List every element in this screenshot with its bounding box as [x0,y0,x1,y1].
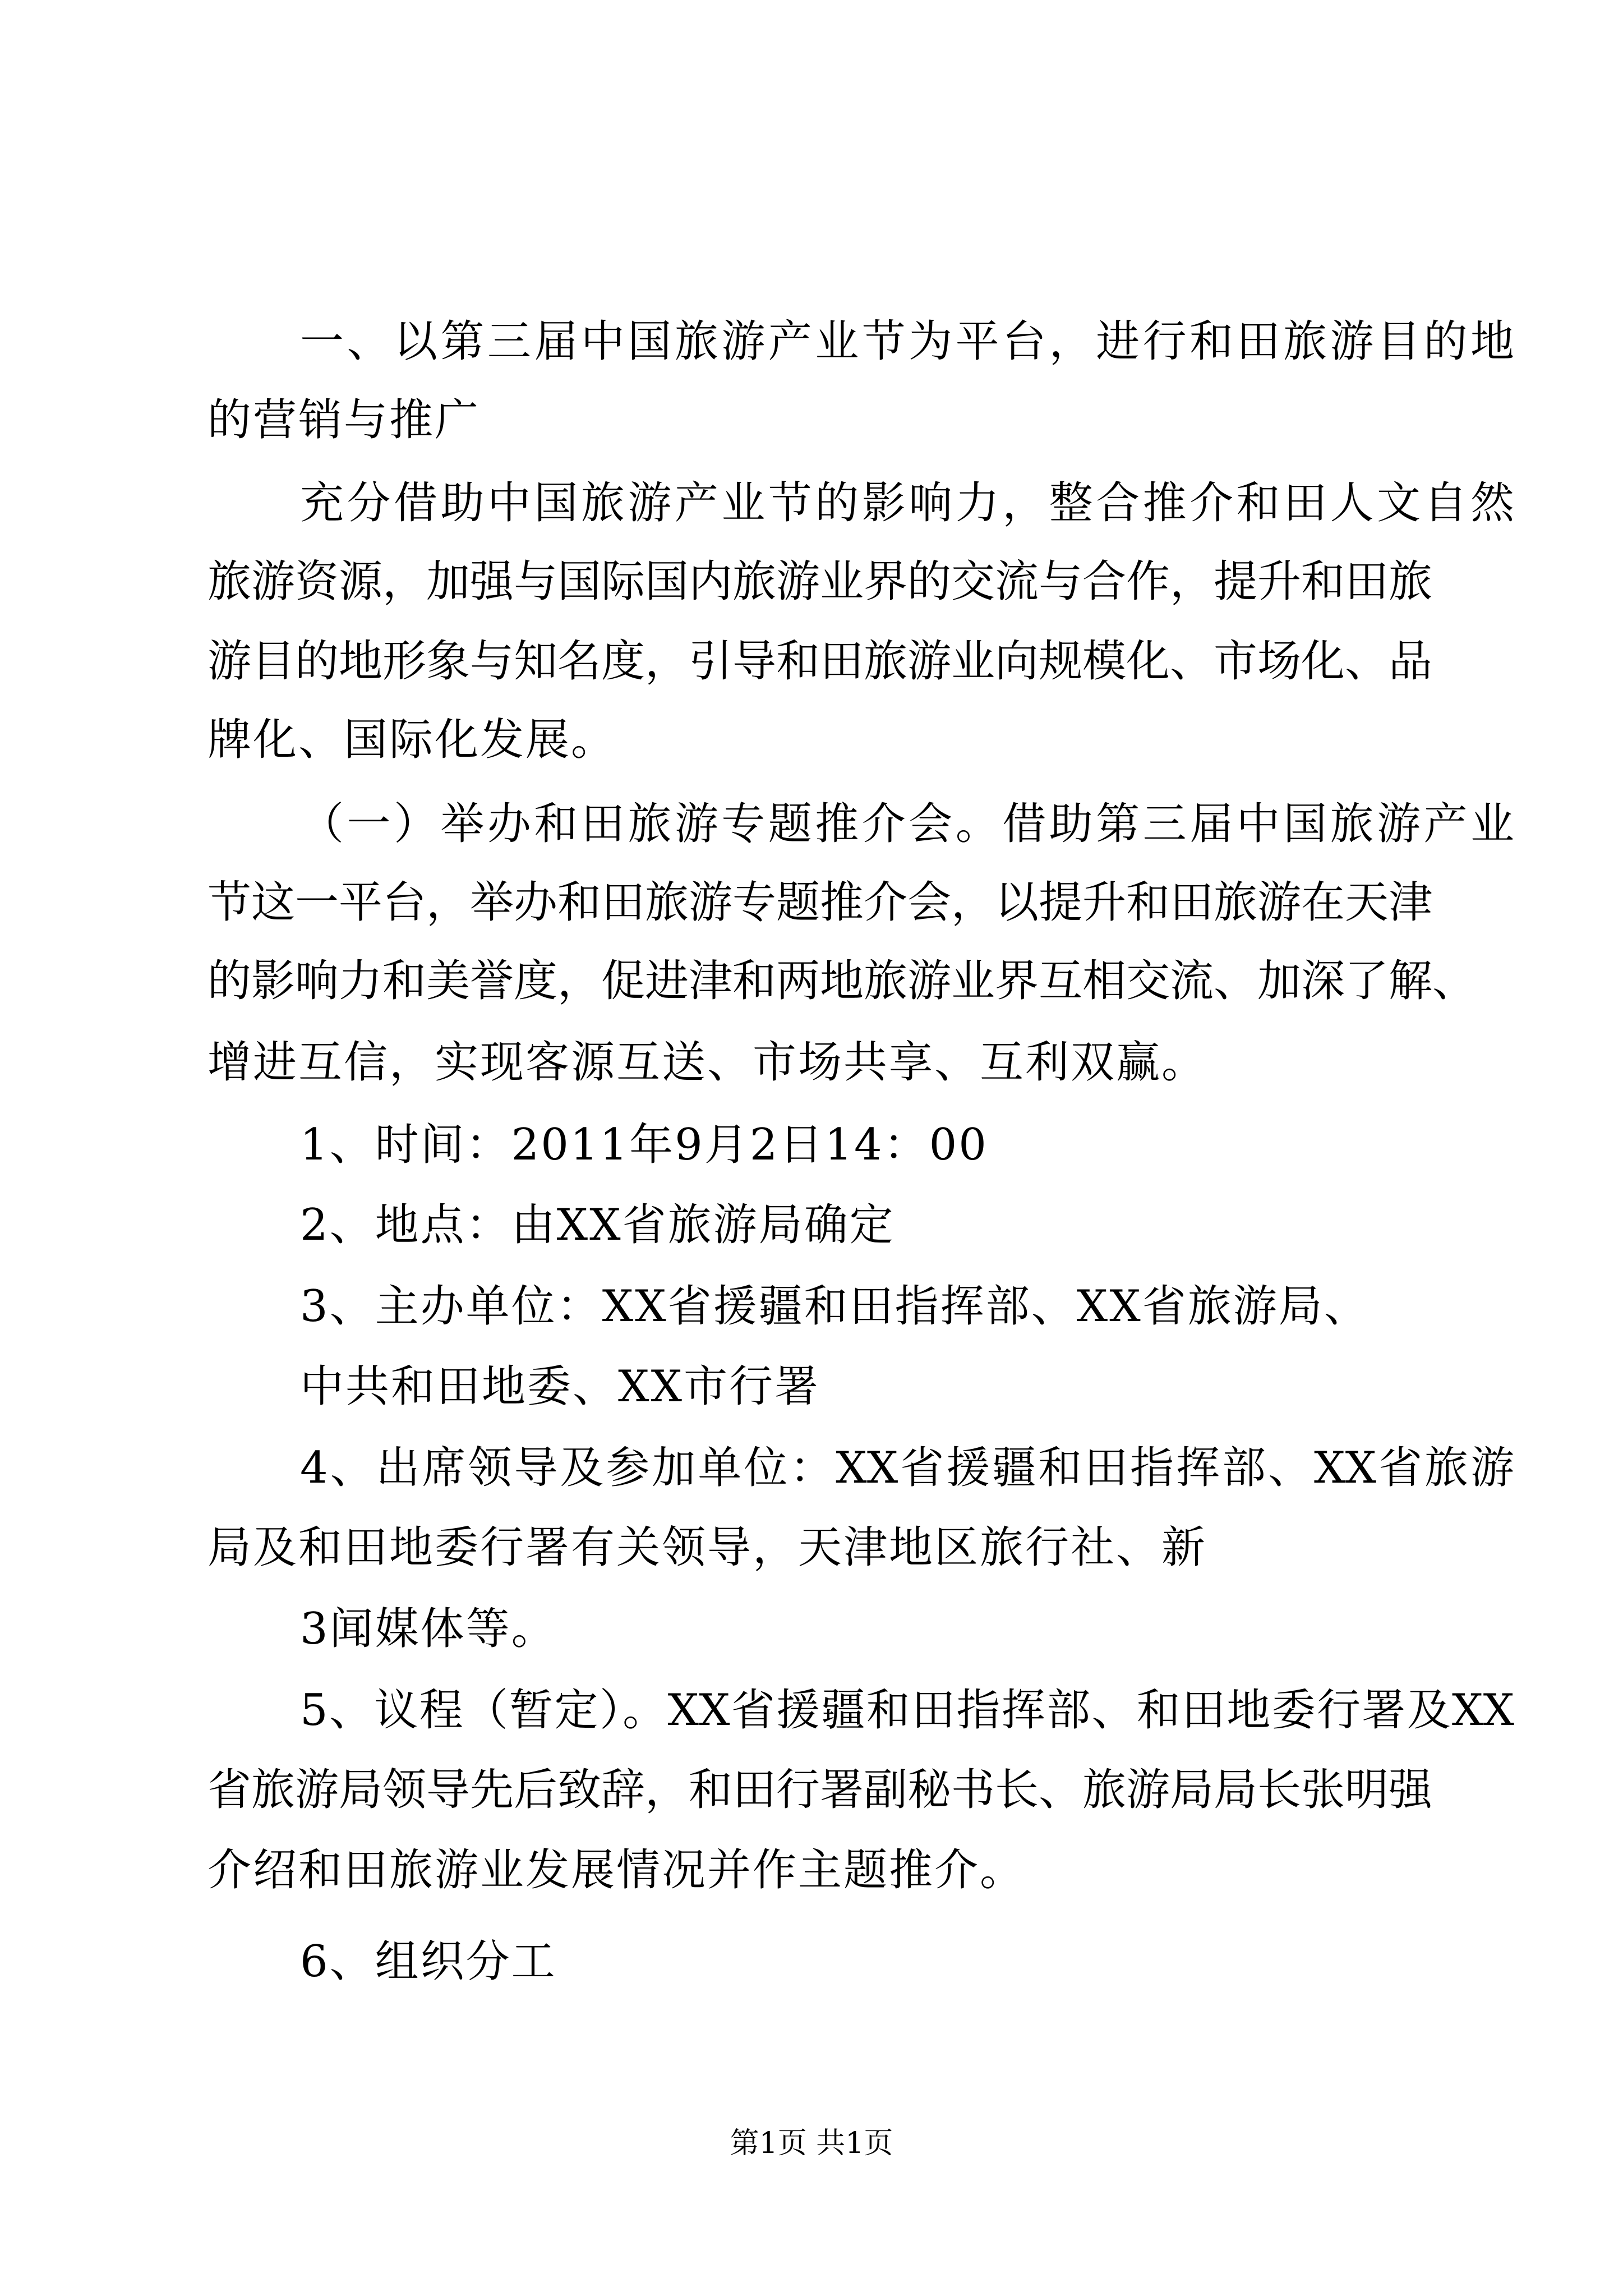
text-line: 3、主办单位：XX省援疆和田指挥部、XX省旅游局、 [300,1281,1370,1332]
text-line: 6、组织分工 [300,1936,557,1987]
text-line: 牌化、国际化发展。 [208,715,617,765]
text-line: 省旅游局领导先后致辞，和田行署副秘书长、旅游局局长张明强 [208,1765,1433,1815]
text-line: 4、出席领导及参加单位：XX省援疆和田指挥部、XX省旅游 [300,1443,1514,1493]
text-line: 节这一平台，举办和田旅游专题推介会，以提升和田旅游在天津 [208,877,1433,928]
text-line: 1、时间：2011年9月2日14：00 [300,1120,988,1170]
page-number-footer: 第1页 共1页 [730,2127,893,2160]
text-line: 局及和田地委行署有关领导，天津地区旅行社、新 [208,1522,1207,1573]
text-line: 中共和田地委、XX市行署 [300,1361,820,1412]
text-line: 增进互信，实现客源互送、市场共享、互利双赢。 [208,1037,1207,1088]
text-line: 介绍和田旅游业发展情况并作主题推介。 [208,1845,1026,1895]
text-line: 旅游资源，加强与国际国内旅游业界的交流与合作，提升和田旅 [208,556,1433,607]
text-line: （一）举办和田旅游专题推介会。借助第三届中国旅游产业 [300,799,1514,849]
text-line: 2、地点：由XX省旅游局确定 [300,1200,895,1250]
text-line: 一、以第三届中国旅游产业节为平台，进行和田旅游目的地 [300,316,1514,367]
text-line: 的影响力和美誉度，促进津和两地旅游业界互相交流、加深了解、 [208,956,1477,1006]
text-line: 3闻媒体等。 [300,1604,557,1654]
text-line: 游目的地形象与知名度，引导和田旅游业向规模化、市场化、品 [208,636,1433,687]
text-line: 充分借助中国旅游产业节的影响力，整合推介和田人文自然 [300,478,1514,528]
text-line: 5、议程（暂定）。XX省援疆和田指挥部、和田地委行署及XX [300,1685,1514,1736]
text-line: 的营销与推广 [208,395,481,445]
